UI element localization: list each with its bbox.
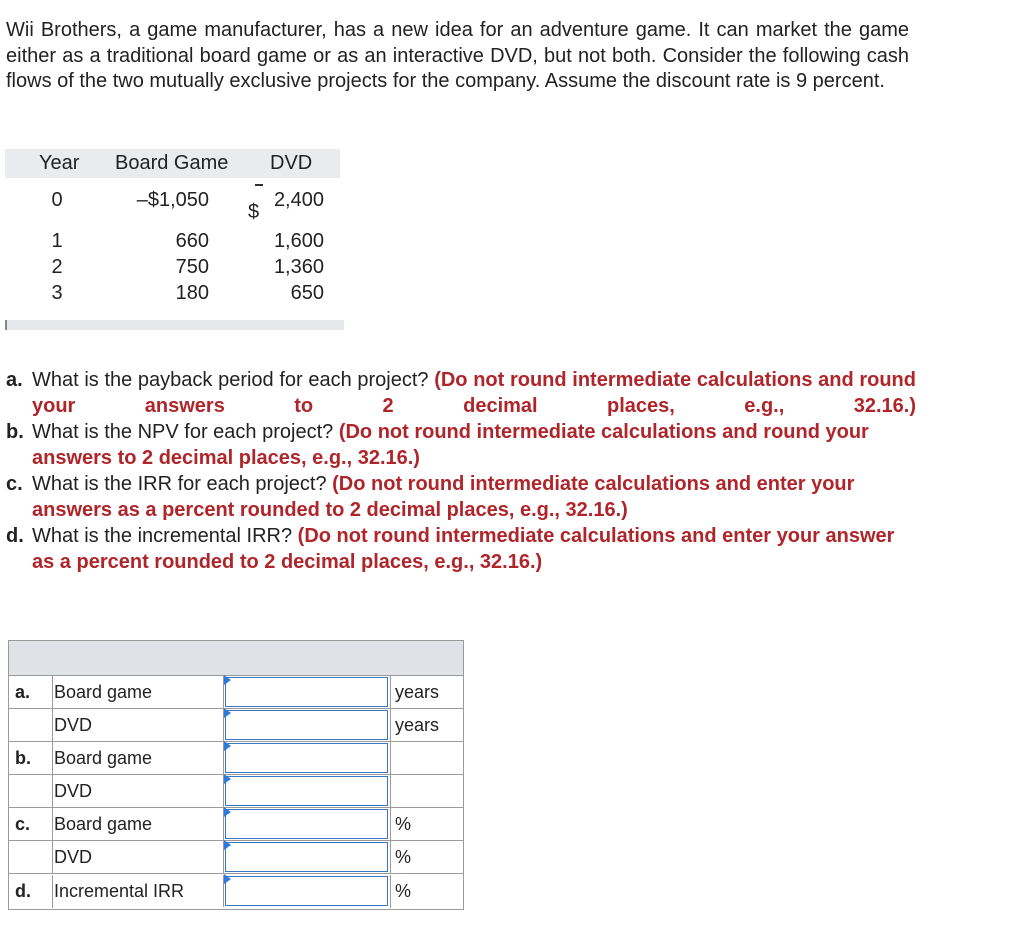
- dvd-dollar-sign: $: [248, 201, 260, 223]
- cell-dvd: 1,600: [273, 230, 324, 252]
- cash-flow-row-3: [5, 282, 340, 308]
- irr-board-game-input[interactable]: [225, 809, 388, 839]
- question-body: [32, 523, 916, 575]
- input-flag-icon: [224, 708, 231, 718]
- question-b: [6, 419, 916, 471]
- cell-year: 2: [51, 256, 63, 278]
- cash-flow-row-0: [5, 189, 340, 215]
- cell-board-game: 660: [175, 230, 209, 252]
- answer-row-c-board-game: [9, 808, 463, 841]
- answer-letter: b.: [15, 748, 31, 768]
- input-flag-icon: [224, 675, 231, 685]
- answer-label: DVD: [52, 775, 92, 807]
- answer-input-cell: [223, 742, 389, 774]
- question-letter: c.: [6, 473, 23, 495]
- answer-row-b-dvd: [9, 775, 463, 808]
- header-year: Year: [39, 152, 80, 174]
- answer-row-a-dvd: [9, 709, 463, 742]
- answer-input-cell: [223, 808, 389, 840]
- header-board-game: Board Game: [115, 152, 229, 174]
- question-body: [32, 367, 916, 419]
- answer-input-cell: [223, 775, 389, 807]
- cash-flow-header-row: [5, 149, 340, 178]
- question-text: What is the IRR for each project?: [32, 473, 327, 495]
- question-body: [32, 419, 916, 471]
- question-c: [6, 471, 916, 523]
- irr-dvd-input[interactable]: [225, 842, 388, 872]
- payback-dvd-input[interactable]: [225, 710, 388, 740]
- cell-board-game: –$1,050: [136, 189, 209, 211]
- question-text: What is the incremental IRR?: [32, 525, 293, 547]
- cell-board-game: 180: [175, 282, 209, 304]
- input-flag-icon: [224, 874, 231, 884]
- answer-label: DVD: [52, 709, 92, 741]
- answer-input-cell: [223, 875, 389, 907]
- payback-board-game-input[interactable]: [225, 677, 388, 707]
- question-text: What is the NPV for each project?: [32, 421, 334, 443]
- question-note: (Do not round intermediate calculations and enter your answer as a percent rounded to 2 decimal places, e.g., 32.16.): [32, 525, 895, 573]
- answer-label: Board game: [52, 742, 152, 774]
- npv-board-game-input[interactable]: [225, 743, 388, 773]
- question-text: What is the payback period for each project?: [32, 369, 429, 391]
- cell-dvd: 650: [290, 282, 324, 304]
- answer-label: Board game: [52, 676, 152, 708]
- answer-table: [8, 640, 464, 910]
- question-letter: d.: [6, 525, 24, 547]
- question-note: (Do not round intermediate calculations and round your answers to 2 decimal places, e.g., 32.16.): [32, 421, 869, 469]
- answer-unit: [390, 742, 463, 774]
- answer-letter: c.: [15, 814, 31, 834]
- answer-label: Incremental IRR: [52, 875, 184, 908]
- question-letter: b.: [6, 421, 24, 443]
- question-note: (Do not round intermediate calculations and round your answers to 2 decimal places, e.g., 32.16.): [32, 369, 916, 417]
- cash-flow-row-2: [5, 256, 340, 282]
- header-dvd: DVD: [270, 152, 313, 174]
- cash-flow-table: [5, 149, 340, 304]
- answer-row-a-board-game: [9, 676, 463, 709]
- answer-unit: %: [390, 808, 463, 840]
- cash-flow-row-1: [5, 230, 340, 256]
- question-list: [6, 367, 916, 575]
- input-flag-icon: [224, 741, 231, 751]
- answer-row-b-board-game: [9, 742, 463, 775]
- answer-row-d-incremental-irr: [9, 875, 463, 908]
- cell-dvd: 2,400: [273, 189, 324, 211]
- answer-unit: [390, 775, 463, 807]
- answer-letter: a.: [15, 682, 31, 702]
- dvd-year0-minus-mark: [255, 184, 263, 186]
- cash-flow-table-footer: [5, 320, 344, 330]
- cell-year: 1: [51, 230, 63, 252]
- input-flag-icon: [224, 774, 231, 784]
- answer-row-c-dvd: [9, 841, 463, 874]
- question-letter: a.: [6, 369, 23, 391]
- incremental-irr-input[interactable]: [225, 876, 388, 906]
- answer-table-header: [9, 641, 463, 676]
- npv-dvd-input[interactable]: [225, 776, 388, 806]
- answer-unit: %: [390, 841, 463, 873]
- answer-unit: years: [390, 709, 463, 741]
- answer-unit: years: [390, 676, 463, 708]
- cell-year: 0: [51, 189, 63, 211]
- cell-board-game: 750: [175, 256, 209, 278]
- cell-dvd: 1,360: [273, 256, 324, 278]
- input-flag-icon: [224, 840, 231, 850]
- cell-year: 3: [51, 282, 63, 304]
- question-note: (Do not round intermediate calculations and enter your answers as a percent rounded to 2 decimal places, e.g., 32.16.): [32, 473, 855, 521]
- answer-input-cell: [223, 841, 389, 873]
- problem-intro: Wii Brothers, a game manufacturer, has a new idea for an adventure game. It can market the game either as a traditional board game or as an interactive DVD, but not both. Consider the following cash flows of the two mutually exclusive projects for the company. Assume the discount rate is 9 percent.: [6, 19, 909, 92]
- answer-unit: %: [390, 875, 463, 908]
- answer-input-cell: [223, 709, 389, 741]
- answer-label: DVD: [52, 841, 92, 873]
- answer-letter: d.: [15, 881, 31, 901]
- question-body: [32, 471, 916, 523]
- answer-label: Board game: [52, 808, 152, 840]
- answer-input-cell: [223, 676, 389, 708]
- question-a: [6, 367, 916, 419]
- question-d: [6, 523, 916, 575]
- input-flag-icon: [224, 807, 231, 817]
